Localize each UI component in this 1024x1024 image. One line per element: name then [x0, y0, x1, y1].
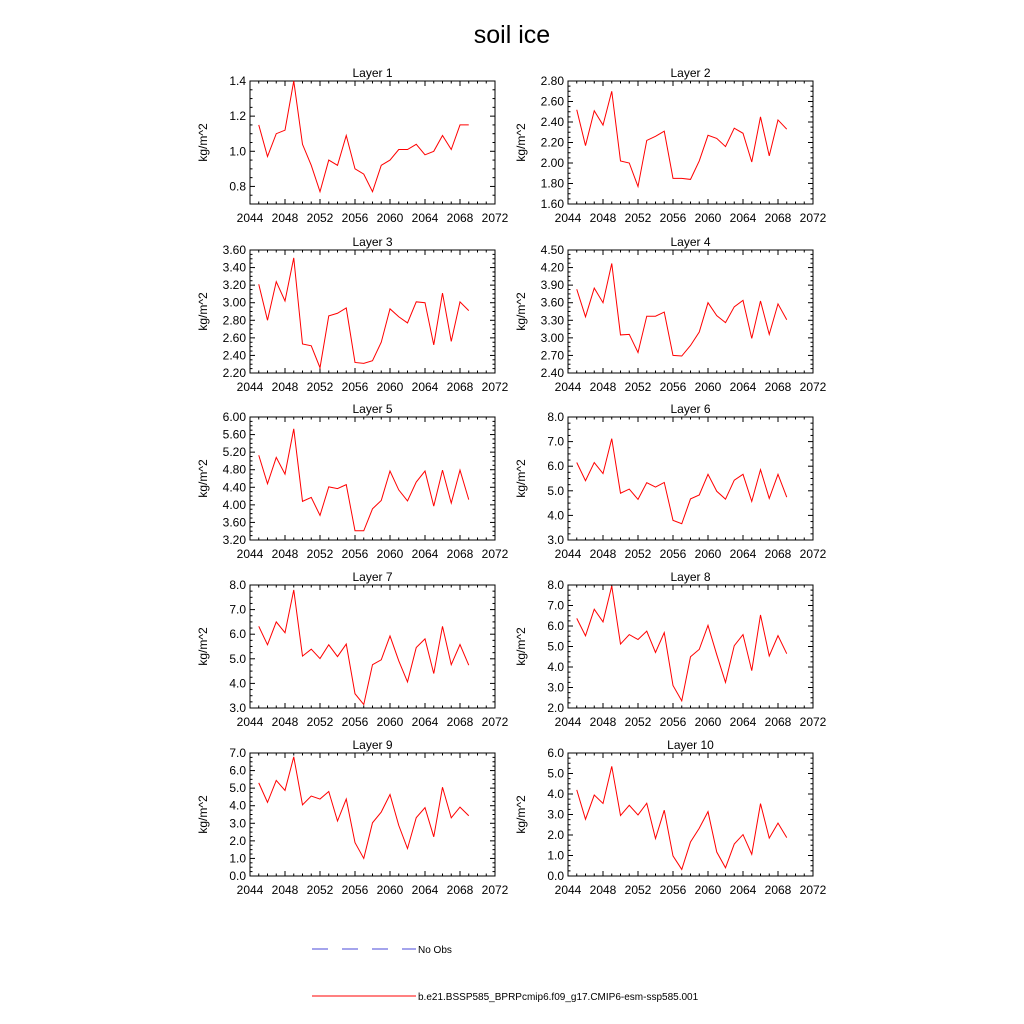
x-tick-label: 2060 [376, 211, 404, 225]
y-tick-label: 3.20 [222, 533, 246, 547]
y-tick-label: 3.00 [540, 330, 564, 345]
x-tick-label: 2052 [624, 883, 652, 897]
legend-label-no-obs: No Obs [418, 945, 452, 956]
y-axis-label: kg/m^2 [196, 292, 210, 331]
y-tick-label: 2.80 [222, 313, 246, 328]
x-tick-label: 2060 [694, 547, 722, 561]
x-tick-label: 2044 [236, 883, 264, 897]
y-axis-label: kg/m^2 [514, 795, 528, 834]
y-tick-label: 0.0 [229, 869, 246, 883]
x-tick-label: 2056 [341, 211, 369, 225]
plot-frame [250, 753, 495, 876]
x-tick-label: 2056 [659, 715, 687, 729]
x-tick-label: 2064 [729, 883, 757, 897]
x-tick-label: 2048 [589, 547, 617, 561]
y-tick-label: 8.0 [547, 410, 564, 424]
y-tick-label: 3.60 [540, 295, 564, 310]
y-tick-label: 4.80 [222, 462, 246, 477]
x-tick-label: 2072 [799, 715, 827, 729]
y-tick-label: 2.40 [540, 366, 564, 380]
x-tick-label: 2044 [554, 715, 582, 729]
y-tick-label: 4.40 [222, 480, 246, 495]
panel-title: Layer 2 [670, 66, 711, 80]
y-tick-label: 2.80 [540, 74, 564, 88]
panel-layer-4 [514, 235, 827, 394]
plot-frame [250, 81, 495, 204]
panel-layer-3 [196, 235, 509, 394]
y-tick-label: 5.0 [547, 639, 564, 654]
panel-title: Layer 5 [352, 402, 393, 416]
x-tick-label: 2044 [554, 380, 582, 394]
x-tick-label: 2056 [341, 547, 369, 561]
y-tick-label: 3.0 [547, 533, 564, 547]
y-tick-label: 0.0 [547, 869, 564, 883]
panel-title: Layer 9 [352, 738, 393, 752]
series-line-layer-7 [259, 590, 469, 705]
x-tick-label: 2068 [764, 547, 792, 561]
panel-title: Layer 1 [352, 66, 393, 80]
y-tick-label: 4.0 [547, 660, 564, 674]
y-tick-label: 2.40 [222, 348, 246, 363]
panel-layer-8 [514, 570, 827, 729]
y-tick-label: 6.0 [229, 763, 246, 778]
y-tick-label: 2.40 [540, 115, 564, 129]
x-tick-label: 2072 [481, 380, 509, 394]
panel-title: Layer 4 [670, 235, 711, 249]
panel-layer-7 [196, 570, 509, 729]
x-tick-label: 2048 [271, 380, 299, 394]
y-tick-label: 5.60 [222, 427, 246, 442]
x-tick-label: 2064 [411, 715, 439, 729]
x-tick-label: 2060 [694, 380, 722, 394]
y-axis-label: kg/m^2 [514, 459, 528, 498]
x-tick-label: 2056 [341, 380, 369, 394]
series-line-layer-3 [259, 258, 469, 368]
y-tick-label: 2.20 [222, 366, 246, 380]
y-tick-label: 5.0 [229, 781, 246, 796]
y-tick-label: 3.90 [540, 278, 564, 293]
x-tick-label: 2048 [271, 547, 299, 561]
panel-layer-6 [514, 402, 827, 561]
y-tick-label: 2.0 [547, 828, 564, 842]
series-line-layer-10 [577, 766, 787, 869]
legend-label-model-run: b.e21.BSSP585_BPRPcmip6.f09_g17.CMIP6-esm-ssp585.001 [418, 992, 699, 1003]
x-tick-label: 2072 [799, 547, 827, 561]
y-tick-label: 8.0 [229, 578, 246, 592]
y-tick-label: 2.0 [229, 833, 246, 848]
panel-layer-10 [514, 738, 827, 897]
plot-frame [568, 585, 813, 708]
y-tick-label: 3.60 [222, 243, 246, 257]
y-tick-label: 2.60 [540, 94, 564, 109]
panel-layer-2 [514, 66, 827, 225]
x-tick-label: 2064 [729, 547, 757, 561]
x-tick-label: 2068 [446, 380, 474, 394]
y-tick-label: 4.0 [547, 508, 564, 523]
y-tick-label: 7.0 [547, 598, 564, 613]
y-tick-label: 3.20 [222, 278, 246, 293]
y-axis-label: kg/m^2 [514, 627, 528, 666]
x-tick-label: 2052 [624, 547, 652, 561]
x-tick-label: 2072 [481, 883, 509, 897]
y-tick-label: 7.0 [229, 746, 246, 760]
x-tick-label: 2048 [589, 715, 617, 729]
x-tick-label: 2044 [236, 547, 264, 561]
y-tick-label: 3.0 [229, 816, 246, 831]
y-tick-label: 7.0 [229, 602, 246, 617]
x-tick-label: 2072 [481, 211, 509, 225]
y-axis-label: kg/m^2 [514, 292, 528, 331]
y-tick-label: 6.0 [547, 746, 564, 760]
x-tick-label: 2052 [306, 547, 334, 561]
y-tick-label: 2.60 [222, 330, 246, 345]
y-tick-label: 3.0 [229, 701, 246, 715]
y-tick-label: 1.2 [229, 109, 246, 124]
x-tick-label: 2060 [376, 380, 404, 394]
y-tick-label: 1.80 [540, 176, 564, 191]
x-tick-label: 2064 [411, 883, 439, 897]
x-tick-label: 2052 [624, 715, 652, 729]
x-tick-label: 2052 [306, 883, 334, 897]
x-tick-label: 2068 [446, 883, 474, 897]
x-tick-label: 2056 [659, 380, 687, 394]
x-tick-label: 2044 [236, 211, 264, 225]
y-axis-label: kg/m^2 [196, 123, 210, 162]
panel-layer-9 [196, 738, 509, 897]
x-tick-label: 2064 [729, 715, 757, 729]
y-tick-label: 3.0 [547, 680, 564, 695]
x-tick-label: 2044 [236, 380, 264, 394]
y-tick-label: 3.40 [222, 260, 246, 275]
y-tick-label: 4.0 [547, 787, 564, 801]
x-tick-label: 2068 [764, 380, 792, 394]
x-tick-label: 2048 [589, 380, 617, 394]
figure-title: soil ice [473, 21, 551, 49]
x-tick-label: 2044 [554, 883, 582, 897]
x-tick-label: 2060 [694, 211, 722, 225]
y-tick-label: 5.0 [229, 651, 246, 666]
plot-frame [568, 81, 813, 204]
y-tick-label: 4.00 [222, 497, 246, 512]
x-tick-label: 2056 [341, 715, 369, 729]
y-tick-label: 6.0 [547, 459, 564, 474]
y-tick-label: 1.60 [540, 197, 564, 211]
x-tick-label: 2068 [446, 211, 474, 225]
panel-title: Layer 6 [670, 402, 711, 416]
x-tick-label: 2060 [376, 715, 404, 729]
y-tick-label: 4.20 [540, 260, 564, 275]
y-tick-label: 1.4 [229, 74, 246, 88]
panel-layer-1 [196, 66, 509, 225]
y-axis-label: kg/m^2 [196, 627, 210, 666]
x-tick-label: 2044 [554, 547, 582, 561]
y-tick-label: 5.0 [547, 766, 564, 781]
y-tick-label: 7.0 [547, 434, 564, 449]
series-line-layer-2 [577, 91, 787, 186]
y-tick-label: 8.0 [547, 578, 564, 592]
y-tick-label: 5.20 [222, 445, 246, 460]
x-tick-label: 2064 [729, 380, 757, 394]
panel-title: Layer 10 [667, 738, 714, 752]
y-tick-label: 1.0 [547, 848, 564, 863]
panel-title: Layer 8 [670, 570, 711, 584]
plot-frame [250, 585, 495, 708]
y-tick-label: 3.30 [540, 313, 564, 328]
panel-title: Layer 7 [352, 570, 393, 584]
series-line-layer-1 [259, 81, 469, 192]
y-tick-label: 1.0 [229, 851, 246, 866]
x-tick-label: 2072 [799, 883, 827, 897]
x-tick-label: 2056 [659, 883, 687, 897]
x-tick-label: 2056 [659, 547, 687, 561]
x-tick-label: 2068 [764, 211, 792, 225]
y-tick-label: 1.0 [229, 144, 246, 159]
x-tick-label: 2052 [306, 715, 334, 729]
y-tick-label: 4.0 [229, 798, 246, 813]
y-axis-label: kg/m^2 [196, 795, 210, 834]
y-tick-label: 3.00 [222, 295, 246, 310]
x-tick-label: 2048 [589, 883, 617, 897]
series-line-layer-4 [577, 263, 787, 356]
panel-layer-5 [196, 402, 509, 561]
x-tick-label: 2056 [659, 211, 687, 225]
x-tick-label: 2068 [446, 547, 474, 561]
x-tick-label: 2068 [764, 883, 792, 897]
y-tick-label: 3.0 [547, 807, 564, 822]
y-axis-label: kg/m^2 [196, 459, 210, 498]
x-tick-label: 2068 [446, 715, 474, 729]
y-tick-label: 3.60 [222, 515, 246, 530]
x-tick-label: 2052 [624, 211, 652, 225]
x-tick-label: 2052 [306, 380, 334, 394]
x-tick-label: 2048 [271, 715, 299, 729]
series-line-layer-8 [577, 586, 787, 701]
y-tick-label: 6.00 [222, 410, 246, 424]
x-tick-label: 2068 [764, 715, 792, 729]
y-tick-label: 6.0 [547, 619, 564, 633]
x-tick-label: 2072 [481, 715, 509, 729]
x-tick-label: 2072 [799, 380, 827, 394]
y-tick-label: 5.0 [547, 483, 564, 498]
x-tick-label: 2052 [306, 211, 334, 225]
y-tick-label: 2.20 [540, 135, 564, 150]
x-tick-label: 2064 [411, 547, 439, 561]
y-tick-label: 6.0 [229, 627, 246, 642]
plot-frame [568, 753, 813, 876]
series-line-layer-9 [259, 757, 469, 859]
x-tick-label: 2048 [589, 211, 617, 225]
x-tick-label: 2060 [694, 715, 722, 729]
x-tick-label: 2072 [481, 547, 509, 561]
x-tick-label: 2072 [799, 211, 827, 225]
x-tick-label: 2060 [694, 883, 722, 897]
y-tick-label: 2.70 [540, 348, 564, 363]
y-tick-label: 4.50 [540, 243, 564, 257]
y-tick-label: 0.8 [229, 179, 246, 194]
y-axis-label: kg/m^2 [514, 123, 528, 162]
y-tick-label: 4.0 [229, 676, 246, 691]
x-tick-label: 2060 [376, 883, 404, 897]
x-tick-label: 2048 [271, 211, 299, 225]
x-tick-label: 2064 [411, 211, 439, 225]
y-tick-label: 2.0 [547, 701, 564, 715]
series-line-layer-6 [577, 439, 787, 524]
panel-title: Layer 3 [352, 235, 393, 249]
x-tick-label: 2064 [411, 380, 439, 394]
legend [312, 945, 699, 1003]
x-tick-label: 2044 [236, 715, 264, 729]
series-line-layer-5 [259, 429, 469, 531]
panel-grid [196, 66, 827, 897]
x-tick-label: 2064 [729, 211, 757, 225]
x-tick-label: 2060 [376, 547, 404, 561]
x-tick-label: 2044 [554, 211, 582, 225]
x-tick-label: 2056 [341, 883, 369, 897]
x-tick-label: 2048 [271, 883, 299, 897]
y-tick-label: 2.00 [540, 156, 564, 170]
x-tick-label: 2052 [624, 380, 652, 394]
